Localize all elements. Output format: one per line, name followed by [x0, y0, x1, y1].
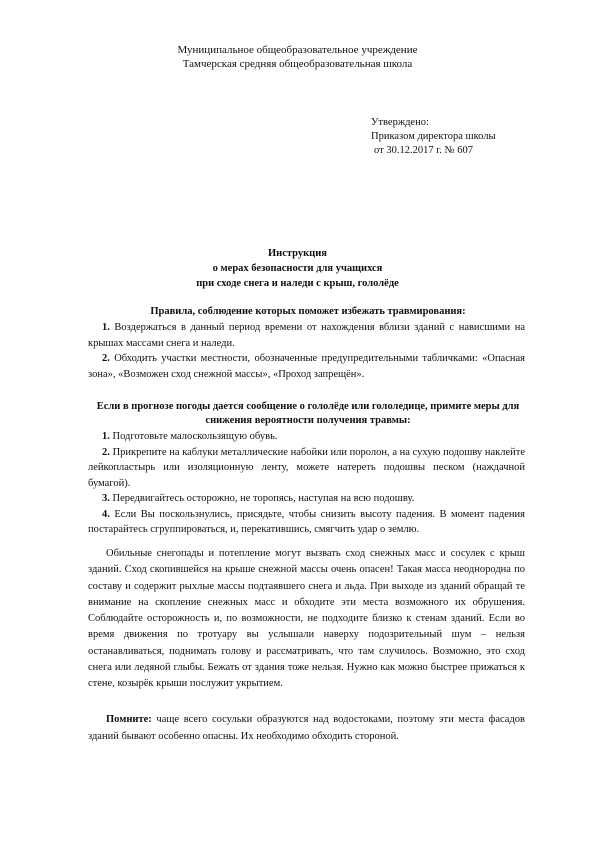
section1-list	[88, 320, 525, 382]
list-item	[88, 491, 525, 507]
list-item	[88, 507, 525, 538]
item-number: 4.	[102, 508, 110, 520]
org-name-line1: Муниципальное общеобразовательное учреждение	[177, 44, 418, 56]
item-text: Передвигайтесь осторожно, не торопясь, наступая на всю подошву.	[112, 493, 415, 504]
item-number: 1.	[102, 322, 110, 333]
doc-subtitle-1: о мерах безопасности для учащихся	[212, 263, 383, 274]
remember-paragraph	[88, 712, 525, 745]
doc-subtitle-2: при сходе снега и наледи с крыш, гололёде	[196, 278, 399, 289]
item-number: 2.	[102, 446, 110, 458]
approval-order: Приказом директора школы	[371, 131, 496, 142]
section1-heading: Правила, соблюдение которых поможет избежать травмирования:	[150, 306, 466, 317]
item-text: Прикрепите на каблуки металлические набойки или поролон, а на сухую подошву наклейте лейкопластырь или изоляционную ленту, можете натереть подошвы песком (наждачной бумагой).	[88, 446, 526, 489]
list-item	[88, 320, 525, 351]
section2-list	[88, 429, 525, 538]
body-paragraph: Обильные снегопады и потепление могут вызвать сход снежных масс и сосулек с крыш зданий. Сход скопившейся на крыше снежной массы очень опасен! Такая масса неоднородна по составу и содержит рыхлые массы подтаявшего снега и льда. При выходе из зданий обращай те внимание на скопление снежных масс и обходите эти места возможного их обрушения. Соблюдайте осторожность и, по возможности, не подходите близко к стенам зданий. Если во время движения по тротуару вы услышали наверху подозрительный шум – нельзя останавливаться, поднимать голову и рассматривать, что там случилось. Возможно, это сход снега или ледяной глыбы. Бежать от здания тоже нельзя. Нужно как можно быстрее прижаться к стене, козырёк крыши послужит укрытием.	[88, 548, 525, 690]
org-name-line2: Тамчерская средняя общеобразовательная школа	[182, 58, 413, 70]
remember-text: чаще всего сосульки образуются над водостоками, поэтому эти места фасадов зданий бывают особенно опасны. Их необходимо обходить стороной.	[88, 714, 525, 742]
approval-date: от 30.12.2017 г. № 607	[374, 145, 473, 156]
item-number: 1.	[102, 431, 110, 442]
item-text: Воздержаться в данный период времени от нахождения вблизи зданий с нависшими на крышах массами снега и наледи.	[88, 322, 526, 349]
remember-block	[88, 712, 525, 745]
item-text: Если Вы поскользнулись, присядьте, чтобы снизить высоту падения. В момент падения постарайтесь сгруппироваться, и, перекатившись, смягчить удар о землю.	[88, 508, 525, 535]
list-item	[88, 351, 525, 382]
item-number: 2.	[102, 353, 110, 364]
doc-title: Инструкция	[268, 248, 327, 259]
list-item	[88, 429, 525, 445]
item-number: 3.	[102, 493, 110, 504]
remember-label: Помните:	[106, 714, 152, 725]
approval-label: Утверждено:	[371, 117, 429, 128]
item-text: Подготовьте малоскользящую обувь.	[112, 431, 278, 442]
list-item	[88, 445, 525, 492]
section2-heading: Если в прогнозе погоды дается сообщение о гололёде или гололедице, примите меры для снижения вероятности получения травмы:	[96, 401, 520, 426]
body-paragraph-block	[88, 546, 525, 693]
item-text: Обходить участки местности, обозначенные предупредительными табличками: «Опасная зона», «Возможен сход снежной массы», «Проход запрещён».	[88, 353, 525, 380]
